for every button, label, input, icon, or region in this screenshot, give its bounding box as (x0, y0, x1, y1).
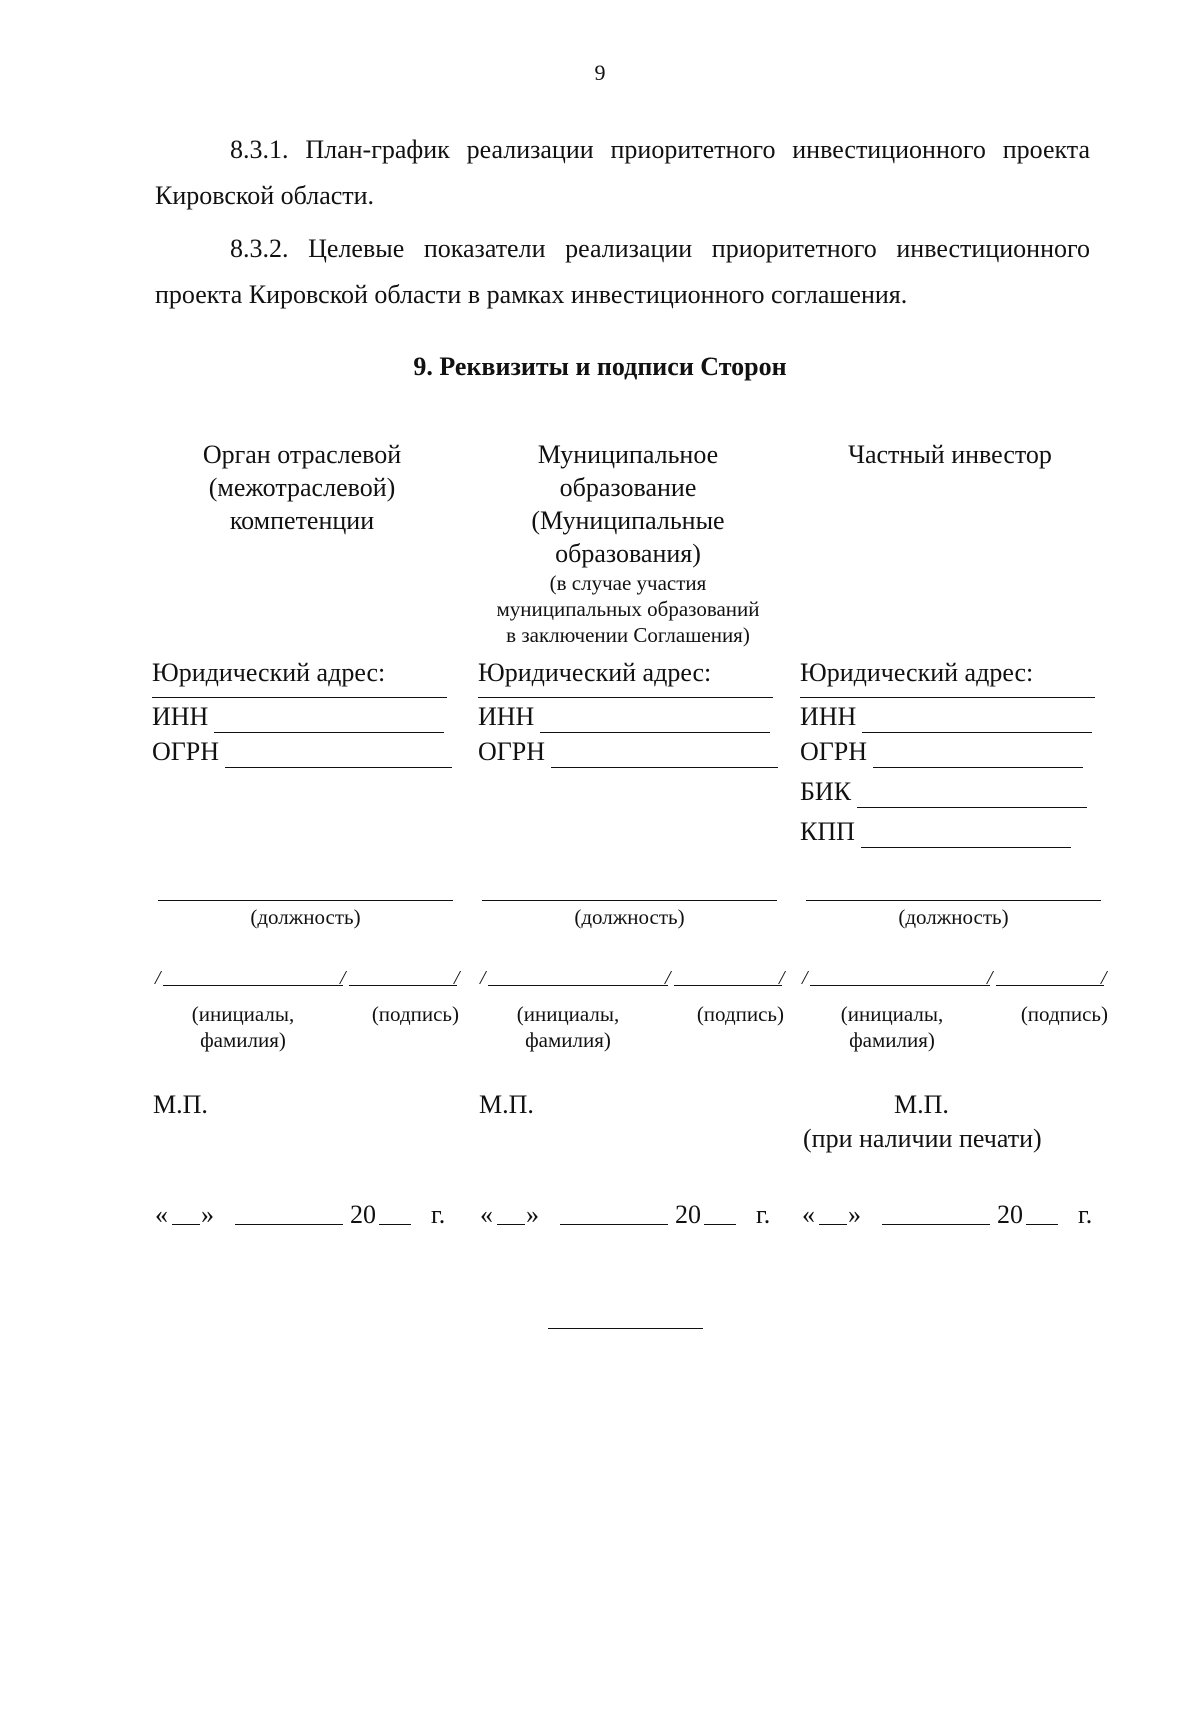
initials-caption-line: (инициалы, (516, 1002, 620, 1026)
date-line (802, 1196, 1102, 1230)
sign-caption: (подпись) (1020, 1002, 1108, 1026)
party-heading-line: (межотраслевой) (208, 473, 396, 502)
legal-address-line (800, 696, 1095, 698)
page-number: 9 (594, 60, 606, 85)
party-heading-line: (Муниципальные (531, 506, 725, 535)
inn-blank (862, 708, 1092, 733)
initials-caption (508, 1001, 628, 1053)
position-line (482, 900, 777, 901)
date-close-quote: » (526, 1200, 539, 1229)
party-note-line: муниципальных образований (496, 597, 760, 621)
bik-blank (857, 783, 1087, 808)
date-close-quote: » (201, 1200, 214, 1229)
initials-caption-line: (инициалы, (191, 1002, 295, 1026)
party-heading-line: Муниципальное (537, 440, 719, 469)
party-heading-line: компетенции (229, 506, 375, 535)
date-year-prefix: 20 (675, 1200, 701, 1229)
date-year-suffix: г. (756, 1200, 771, 1229)
date-year-prefix: 20 (997, 1200, 1023, 1229)
sign-caption: (подпись) (696, 1002, 784, 1026)
date-open-quote: « (155, 1200, 168, 1229)
initials-caption-line: фамилия) (849, 1028, 935, 1052)
position-caption: (должность) (898, 905, 1009, 929)
legal-address-label: Юридический адрес: (478, 658, 712, 687)
inn-label: ИНН (800, 702, 857, 731)
kpp-label: КПП (800, 817, 855, 846)
document-end-divider (548, 1328, 703, 1329)
party-heading-line: Орган отраслевой (202, 440, 402, 469)
inn-label: ИНН (152, 702, 209, 731)
sign-caption: (подпись) (371, 1002, 459, 1026)
date-close-quote: » (848, 1200, 861, 1229)
section-title: 9. Реквизиты и подписи Сторон (413, 352, 787, 381)
signature-line: / / / (155, 967, 460, 989)
position-caption: (должность) (574, 905, 685, 929)
initials-caption (183, 1001, 303, 1053)
party-column-investor (800, 438, 1100, 848)
date-line (480, 1196, 780, 1230)
signature-line: / / / (480, 967, 785, 989)
stamp-label: М.П. (479, 1090, 534, 1119)
signature-line: / / / (802, 967, 1107, 989)
date-year-suffix: г. (431, 1200, 446, 1229)
inn-field (152, 700, 452, 733)
position-line (158, 900, 453, 901)
ogrn-label: ОГРН (800, 737, 868, 766)
ogrn-label: ОГРН (478, 737, 546, 766)
date-year-prefix: 20 (350, 1200, 376, 1229)
kpp-field (800, 815, 1100, 848)
initials-caption (832, 1001, 952, 1053)
legal-address-line (478, 696, 773, 698)
legal-address-line (152, 696, 447, 698)
ogrn-field (800, 735, 1100, 768)
initials-caption-line: фамилия) (525, 1028, 611, 1052)
position-line (806, 900, 1101, 901)
party-heading-line: образования) (555, 539, 701, 568)
stamp-label: М.П. (894, 1090, 949, 1119)
position-caption: (должность) (250, 905, 361, 929)
inn-field (800, 700, 1100, 733)
kpp-blank (861, 823, 1071, 848)
initials-caption-line: фамилия) (200, 1028, 286, 1052)
bik-field (800, 775, 1100, 808)
ogrn-blank (551, 743, 778, 768)
party-note-line: в заключении Соглашения) (506, 623, 750, 647)
paragraph-8-3-2: 8.3.2. Целевые показатели реализации приоритетного инвестиционного проекта Кировской области в рамках инвестиционного соглашения. (155, 234, 1090, 309)
bik-label: БИК (800, 777, 852, 806)
inn-field (478, 700, 778, 733)
inn-label: ИНН (478, 702, 535, 731)
party-column-municipality (478, 438, 778, 768)
party-column-authority (152, 438, 452, 768)
date-year-suffix: г. (1078, 1200, 1093, 1229)
inn-blank (214, 708, 444, 733)
date-open-quote: « (480, 1200, 493, 1229)
ogrn-blank (873, 743, 1083, 768)
party-note-line: (в случае участия (549, 571, 707, 595)
party-heading (800, 438, 1100, 656)
legal-address-label: Юридический адрес: (152, 658, 386, 687)
stamp-label: М.П. (153, 1090, 208, 1119)
ogrn-field (152, 735, 452, 768)
ogrn-label: ОГРН (152, 737, 220, 766)
party-heading-line: Частный инвестор (848, 440, 1052, 469)
date-line (155, 1196, 455, 1230)
party-heading-line: образование (559, 473, 697, 502)
stamp-note: (при наличии печати) (803, 1124, 1042, 1153)
party-heading (478, 438, 778, 656)
party-heading (152, 438, 452, 656)
ogrn-blank (225, 743, 452, 768)
initials-caption-line: (инициалы, (840, 1002, 944, 1026)
inn-blank (540, 708, 770, 733)
legal-address-label: Юридический адрес: (800, 658, 1034, 687)
ogrn-field (478, 735, 778, 768)
paragraph-8-3-1: 8.3.1. План-график реализации приоритетного инвестиционного проекта Кировской области. (155, 135, 1090, 210)
date-open-quote: « (802, 1200, 815, 1229)
